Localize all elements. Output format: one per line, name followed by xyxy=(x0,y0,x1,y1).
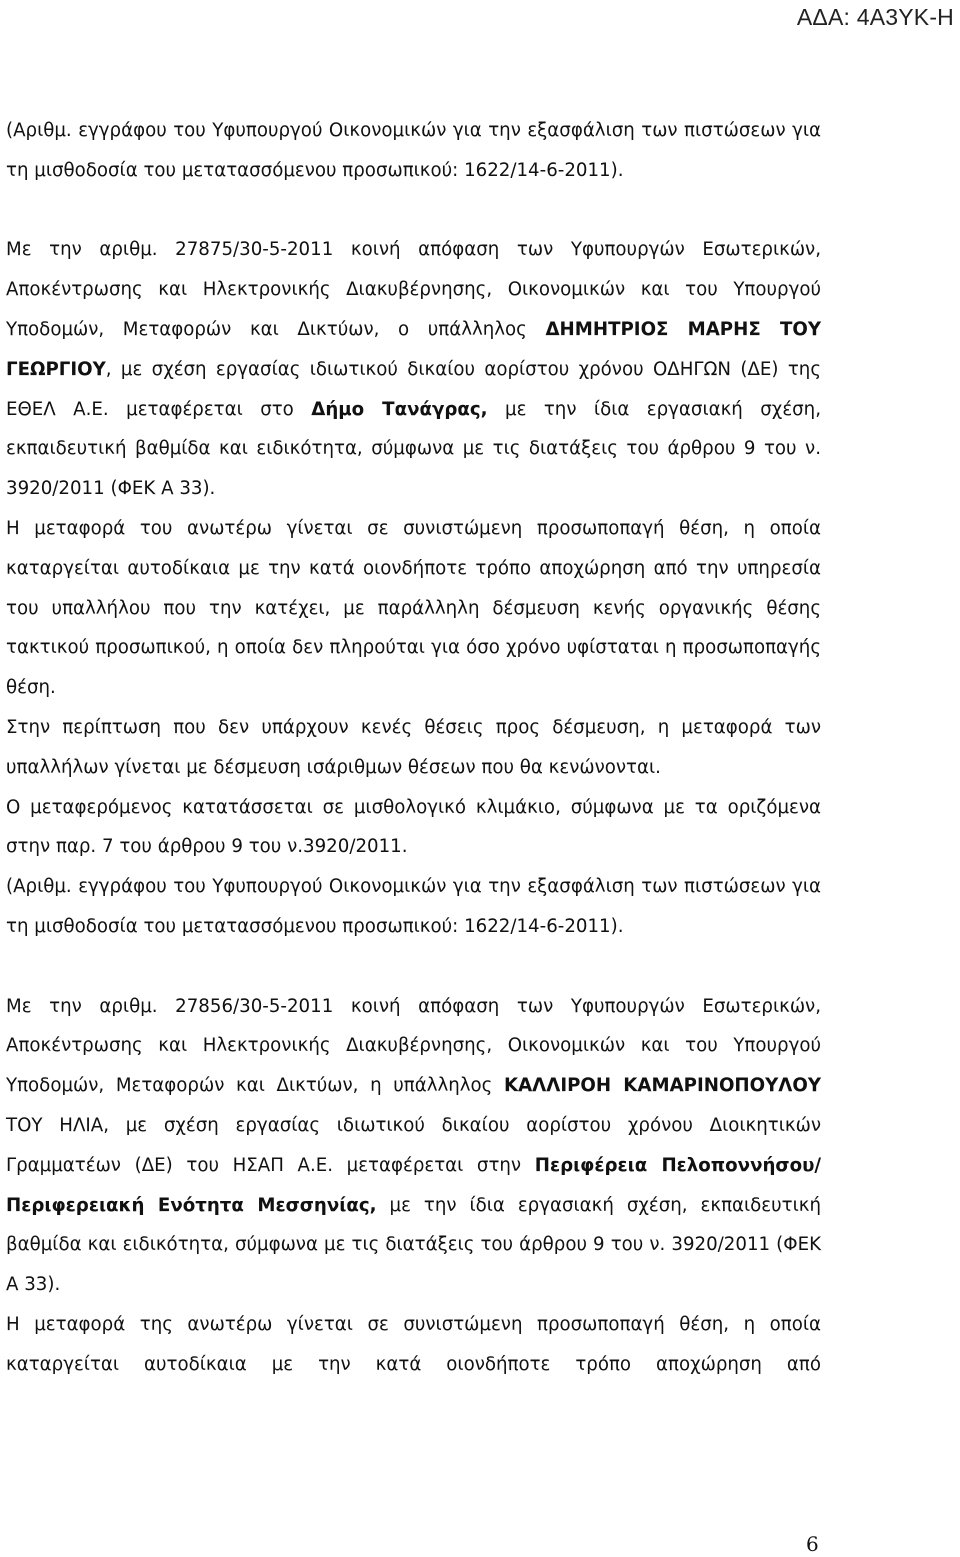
destination-2: Περιφέρεια Πελοποννήσου/ Περιφερειακή Ενότητα Μεσσηνίας, xyxy=(6,1154,821,1216)
decision-2-text-c: με την ίδια εργασιακή σχέση, εκπαιδευτική βαθμίδα και ειδικότητα, σύμφωνα με τις διατάξεις του άρθρου 9 του ν. 3920/2011 (ΦΕΚ Α 33). xyxy=(6,1194,821,1296)
paragraph-gap xyxy=(6,947,821,987)
decision-1-text-a: Με την αριθμ. 27875/30-5-2011 κοινή απόφαση των Υφυπουργών Εσωτερικών, Αποκέντρωσης και Ηλεκτρονικής Διακυβέρνησης, Οικονομικών και του Υπουργού Υποδομών, Μεταφορών και Δικτύων, ο υπάλληλος xyxy=(6,239,821,340)
page-number: 6 xyxy=(806,1532,819,1556)
decision-1-text-c: με την ίδια εργασιακή σχέση, εκπαιδευτική βαθμίδα και ειδικότητα, σύμφωνα με τις διατάξεις του άρθρου 9 του ν. 3920/2011 (ΦΕΚ Α 33). xyxy=(6,398,821,500)
paragraph-personal-post-1: Η μεταφορά του ανωτέρω γίνεται σε συνιστώμενη προσωποπαγή θέση, η οποία καταργείται αυτοδίκαια με την κατά οιονδήποτε τρόπο αποχώρηση από την υπηρεσία του υπαλλήλου που την κατέχει, με παράλληλη δέσμευση κενής οργανικής θέσης τακτικού προσωπικού, η οποία δεν πληρούται για όσο χρόνο υφίσταται η προσωποπαγής θέση. xyxy=(6,517,821,699)
paragraph-salary-grade: Ο μεταφερόμενος κατατάσσεται σε μισθολογικό κλιμάκιο, σύμφωνα με τα οριζόμενα στην παρ. 7 του άρθρου 9 του ν.3920/2011. xyxy=(6,796,821,858)
paragraph-personal-post-2: Η μεταφορά της ανωτέρω γίνεται σε συνιστώμενη προσωποπαγή θέση, η οποία καταργείται αυτοδίκαια με την κατά οιονδήποτε τρόπο αποχώρηση από xyxy=(6,1313,821,1375)
employee-name-2: ΚΑΛΛΙΡΟΗ ΚΑΜΑΡΙΝΟΠΟΥΛΟΥ xyxy=(504,1075,821,1097)
paragraph-transfer-decision-2 xyxy=(6,987,821,1305)
paragraph-gap xyxy=(6,191,821,231)
decision-2-text-a: Με την αριθμ. 27856/30-5-2011 κοινή απόφαση των Υφυπουργών Εσωτερικών, Αποκέντρωσης και Ηλεκτρονικής Διακυβέρνησης, Οικονομικών και του Υπουργού Υποδομών, Μεταφορών και Δικτύων, η υπάλληλος xyxy=(6,995,821,1097)
ada-code: ΑΔΑ: 4Α3ΥΚ-Η xyxy=(796,4,954,30)
paragraph-budget-note-1: (Αριθμ. εγγράφου του Υφυπουργού Οικονομικών για την εξασφάλιση των πιστώσεων για τη μισθοδοσία του μετατασσόμενου προσωπικού: 1622/14-6-2011). xyxy=(6,120,821,181)
decision-1-text-b: , με σχέση εργασίας ιδιωτικού δικαίου αορίστου χρόνου ΟΔΗΓΩΝ (ΔΕ) της ΕΘΕΛ Α.Ε. μεταφέρεται στο xyxy=(6,358,821,420)
destination-1: Δήμο Τανάγρας, xyxy=(311,398,488,420)
document-body xyxy=(6,111,821,1385)
paragraph-transfer-decision-1 xyxy=(6,230,821,509)
paragraph-vacancy-note: Στην περίπτωση που δεν υπάρχουν κενές θέσεις προς δέσμευση, η μεταφορά των υπαλλήλων γίνεται με δέσμευση ισάριθμων θέσεων που θα κενώνονται. xyxy=(6,716,821,778)
paragraph-budget-note-2: (Αριθμ. εγγράφου του Υφυπουργού Οικονομικών για την εξασφάλιση των πιστώσεων για τη μισθοδοσία του μετατασσόμενου προσωπικού: 1622/14-6-2011). xyxy=(6,876,821,937)
employee-name-1: ΔΗΜΗΤΡΙΟΣ ΜΑΡΗΣ ΤΟΥ ΓΕΩΡΓΙΟΥ xyxy=(6,318,821,380)
decision-2-text-b: ΤΟΥ ΗΛΙΑ, με σχέση εργασίας ιδιωτικού δικαίου αορίστου χρόνου Διοικητικών Γραμματέων (ΔΕ) του ΗΣΑΠ Α.Ε. μεταφέρεται στην xyxy=(6,1114,821,1176)
